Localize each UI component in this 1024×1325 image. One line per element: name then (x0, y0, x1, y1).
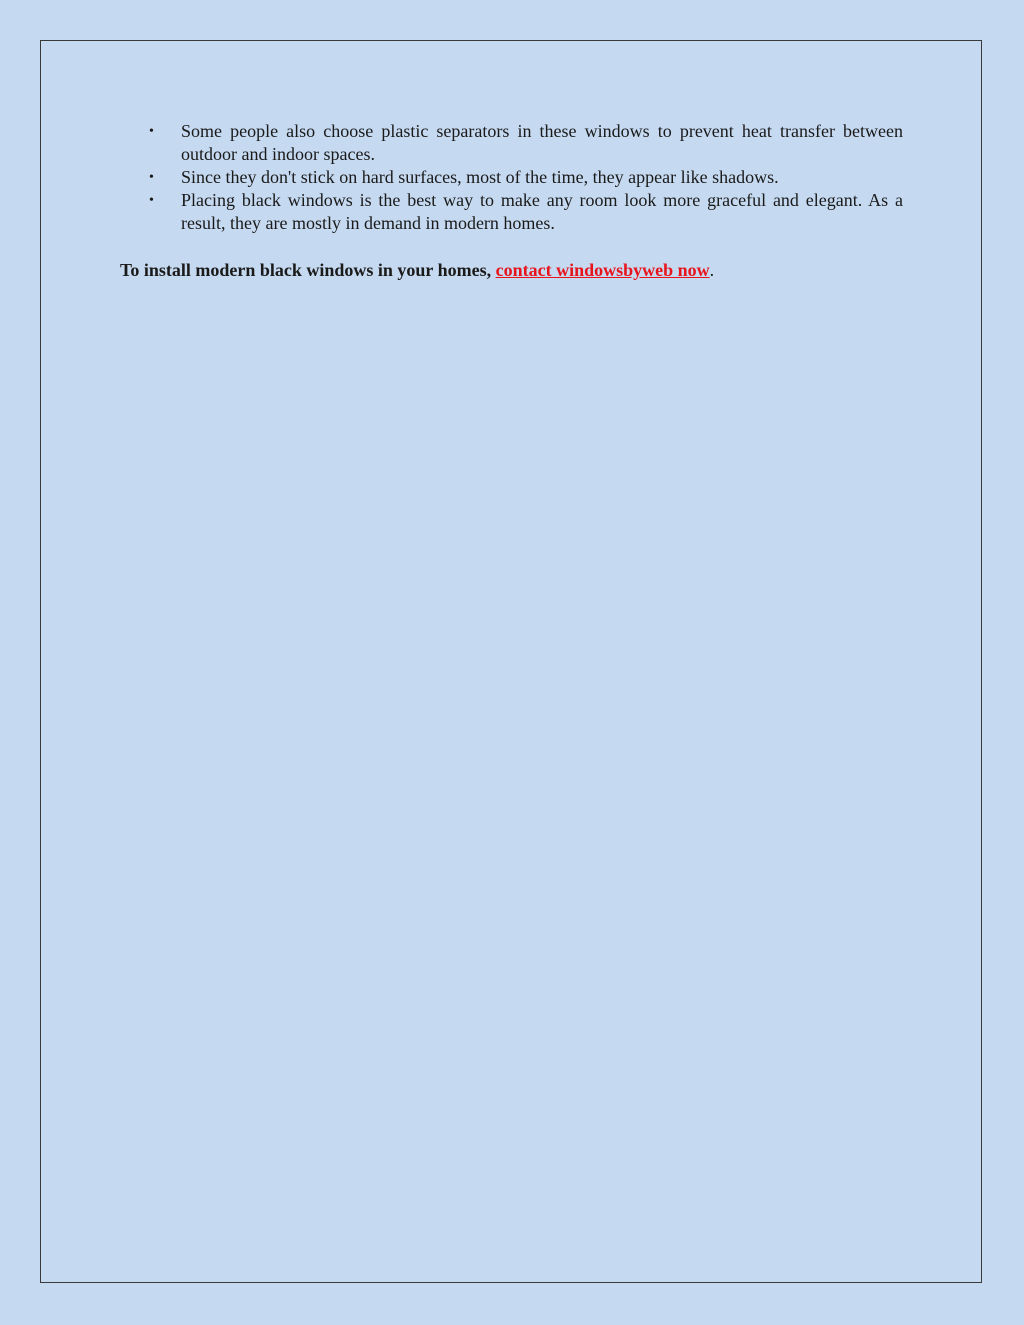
bullet-icon: • (149, 170, 154, 185)
list-item-text: Some people also choose plastic separators in these windows to prevent heat transfer between outdoor and indoor spaces. (181, 121, 903, 164)
list-item (120, 189, 903, 235)
list-item (120, 166, 903, 189)
bullet-icon: • (149, 193, 154, 208)
list-item-text: Placing black windows is the best way to make any room look more graceful and elegant. As a result, they are mostly in demand in modern homes. (181, 190, 903, 233)
cta-period: . (709, 260, 715, 280)
bullet-list (120, 120, 903, 235)
cta-lead-text: To install modern black windows in your homes, (120, 260, 496, 280)
document-content (120, 120, 903, 300)
contact-link[interactable]: contact windowsbyweb now (495, 260, 710, 280)
list-item (120, 120, 903, 166)
call-to-action (120, 259, 903, 282)
list-item-text: Since they don't stick on hard surfaces, most of the time, they appear like shadows. (181, 167, 779, 187)
bullet-icon: • (149, 124, 154, 139)
